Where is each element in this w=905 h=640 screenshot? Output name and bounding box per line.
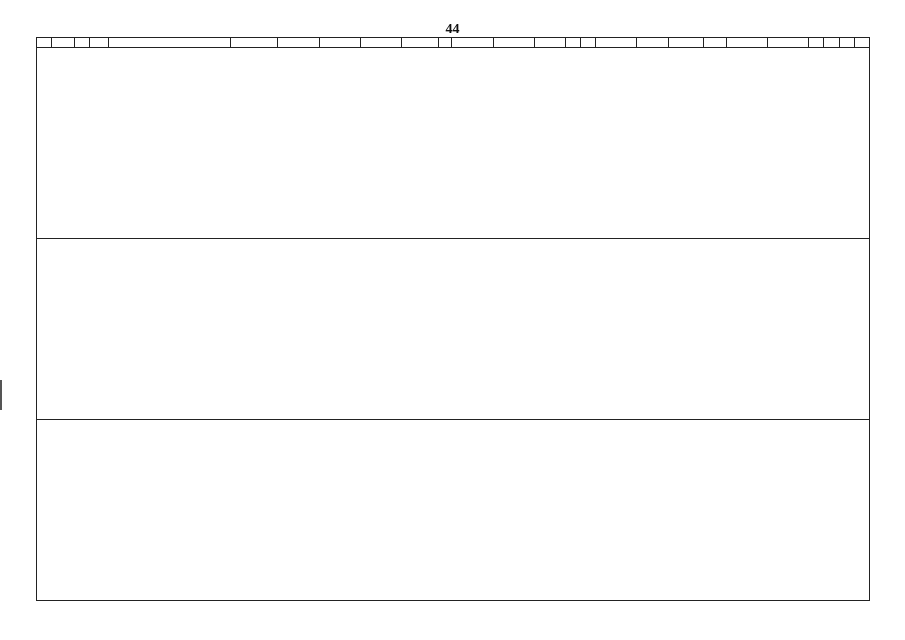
table-row bbox=[37, 420, 870, 601]
column-number-row bbox=[37, 38, 870, 48]
page-number: 44 bbox=[445, 22, 460, 37]
table-row bbox=[37, 239, 870, 420]
scan-mark bbox=[0, 380, 2, 410]
capital-repair-table bbox=[36, 37, 870, 601]
table-row bbox=[37, 48, 870, 239]
